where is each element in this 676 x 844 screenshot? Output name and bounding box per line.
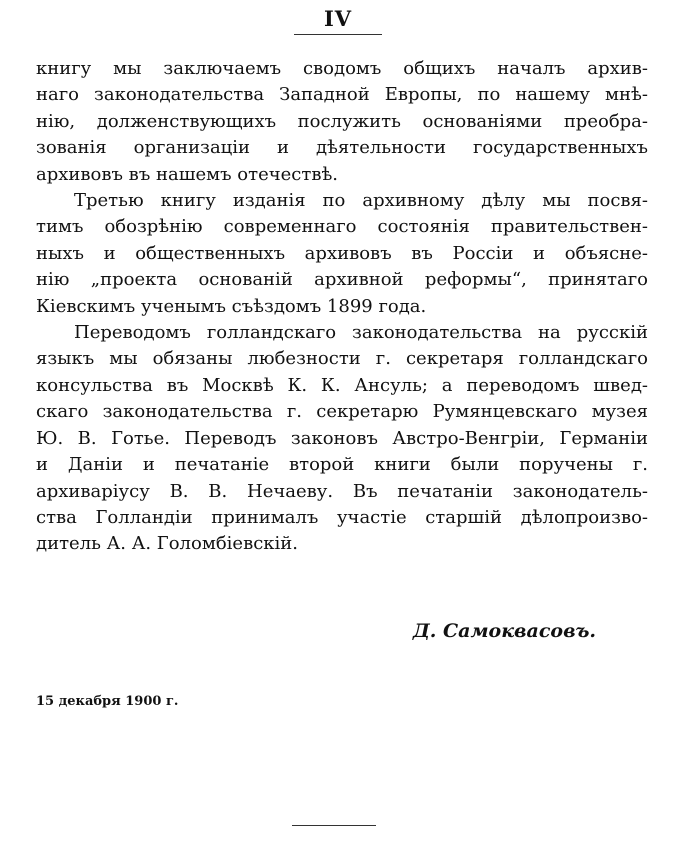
- text-line: наго законодательства Западной Европы, по нашему мнѣ-: [36, 84, 648, 106]
- text-line: тимъ обозрѣнію современнаго состоянія правительствен-: [36, 216, 648, 238]
- text-line: архивовъ въ нашемъ отечествѣ.: [36, 163, 339, 185]
- text-line: Третью книгу изданія по архивному дѣлу мы посвя-: [74, 190, 648, 212]
- text-line: ства Голландіи принималъ участіе старшій дѣлопроизво-: [36, 506, 648, 528]
- date: 15 декабря 1900 г.: [36, 694, 179, 709]
- body-text: [36, 56, 648, 558]
- text-line: скаго законодательства г. секретарю Румянцевскаго музея: [36, 401, 648, 423]
- text-line: дитель А. А. Голомбіевскій.: [36, 533, 299, 555]
- page-number: IV: [323, 6, 353, 31]
- text-line: Переводомъ голландскаго законодательства на русскій: [74, 322, 648, 344]
- text-line: книгу мы заключаемъ сводомъ общихъ началъ архив-: [36, 58, 648, 79]
- text-line: нію, долженствующихъ послужить основаніями преобра-: [36, 110, 648, 132]
- signature: Д. Самоквасовъ.: [412, 620, 596, 642]
- text-line: ныхъ и общественныхъ архивовъ въ Россіи и объясне-: [36, 242, 648, 264]
- text-line: и Даніи и печатаніе второй книги были поручены г.: [36, 454, 648, 476]
- text-line: зованія организаціи и дѣятельности государственныхъ: [36, 137, 648, 159]
- header-rule: [294, 34, 382, 35]
- text-line: языкъ мы обязаны любезности г. секретаря голландскаго: [36, 348, 648, 370]
- text-line: Ю. В. Готье. Переводъ законовъ Австро-Венгріи, Германіи: [36, 427, 648, 449]
- text-line: Кіевскимъ ученымъ съѣздомъ 1899 года.: [36, 295, 427, 317]
- text-line: консульства въ Москвѣ К. К. Ансуль; а переводомъ швед-: [36, 374, 648, 396]
- text-line: архиваріусу В. В. Нечаеву. Въ печатаніи законодатель-: [36, 480, 648, 502]
- text-line: нію „проекта основаній архивной реформы“, принятаго: [36, 269, 648, 291]
- footer-rule: [292, 825, 376, 826]
